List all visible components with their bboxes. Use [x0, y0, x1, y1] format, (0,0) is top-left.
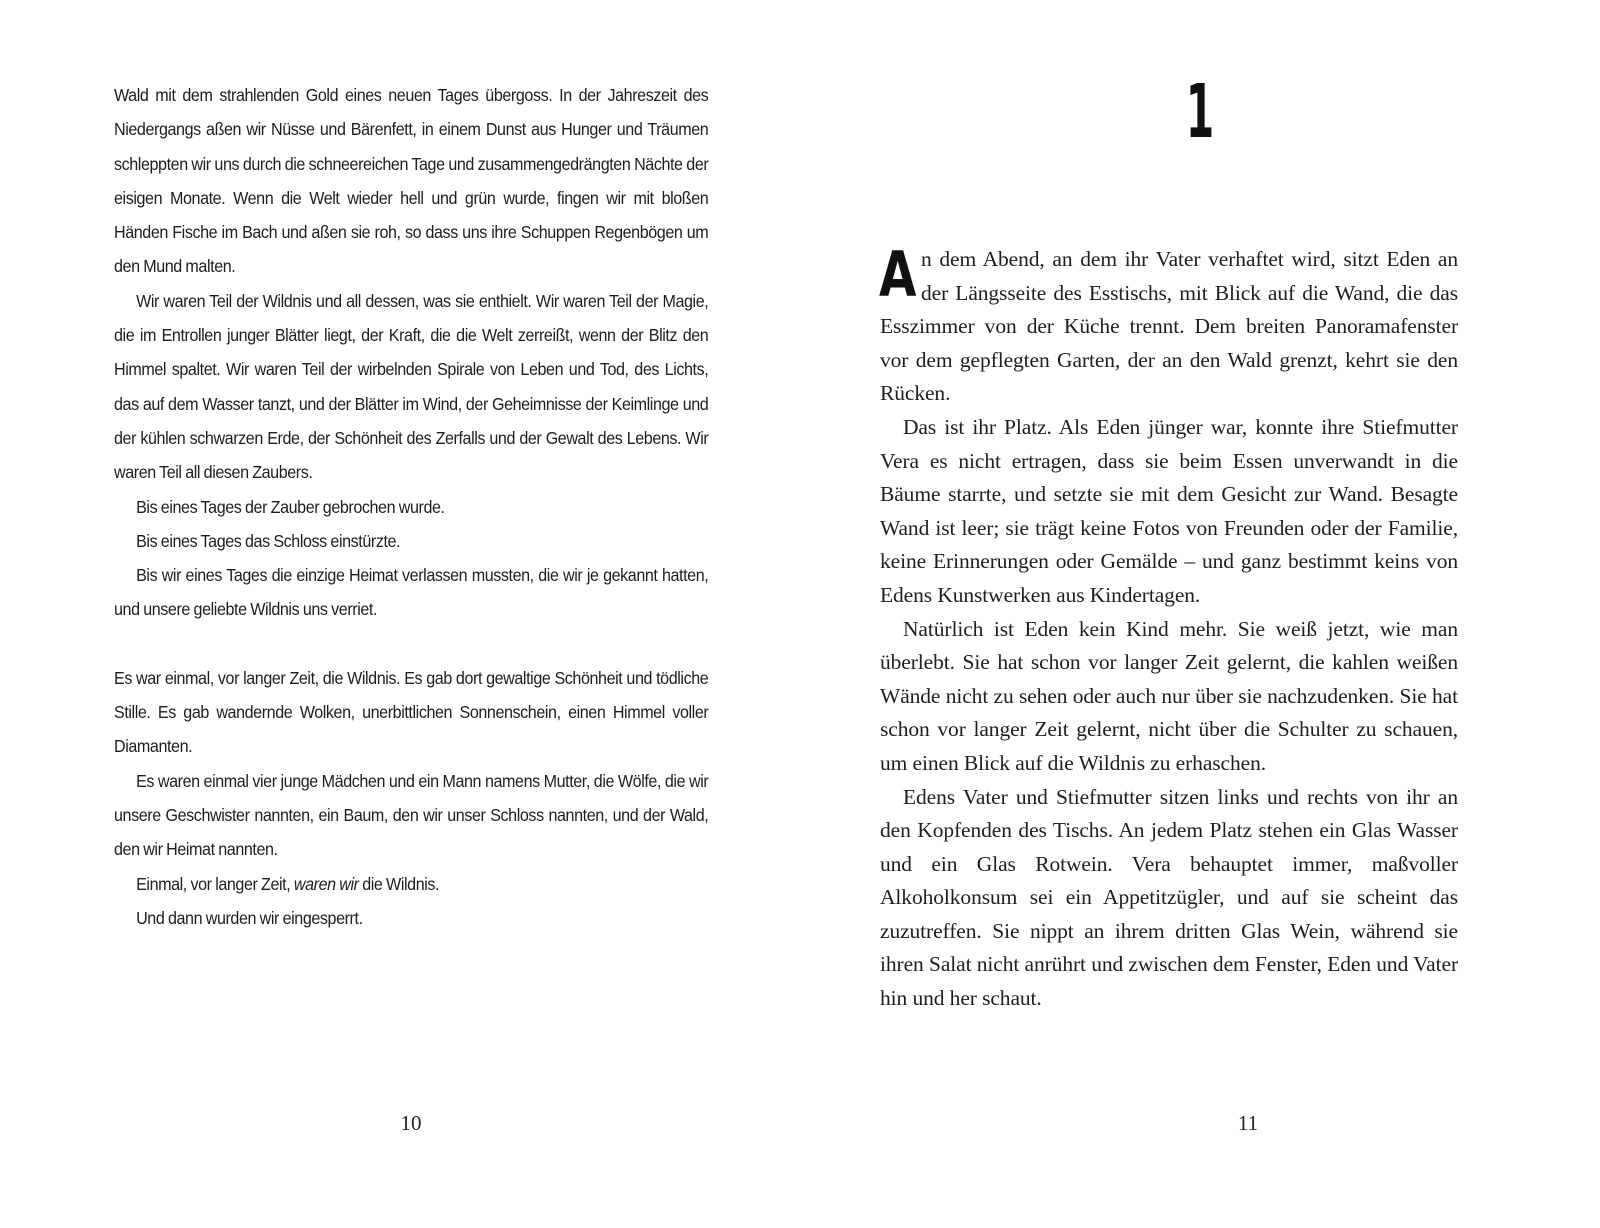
drop-cap: A: [879, 238, 917, 311]
paragraph: Natürlich ist Eden kein Kind mehr. Sie weiß jetzt, wie man überlebt. Sie hat schon vor langer Zeit gelernt, die kahlen weißen Wände nicht zu sehen oder auch nur über sie nachzudenken. Sie hat schon vor langer Zeit gelernt, nicht über die Schulter zu schauen, um einen Blick auf die Wildnis zu erhaschen.: [880, 616, 1458, 775]
paragraph: Bis eines Tages der Zauber gebrochen wurde.: [136, 496, 445, 517]
paragraph: Wald mit dem strahlenden Gold eines neuen Tages übergoss. In der Jahreszeit des Niedergangs aßen wir Nüsse und Bärenfett, in einem Dunst aus Hunger und Träumen schleppten wir uns durch die schneereichen Tage und zusammengedrängten Nächte der eisigen Monate. Wenn die Welt wieder hell und grün wurde, fingen wir mit bloßen Händen Fische im Bach und aßen sie roh, so dass uns ihre Schuppen Regenbögen um den Mund malten.: [114, 85, 709, 277]
right-page: [800, 0, 1600, 1228]
paragraph: Und dann wurden wir eingesperrt.: [136, 907, 363, 928]
paragraph: [114, 867, 708, 901]
paragraph-text: n dem Abend, an dem ihr Vater verhaftet wird, sitzt Eden an der Längsseite des Esstischs, mit Blick auf die Wand, die das Esszimmer von der Küche trennt. Dem breiten Panoramafenster vor dem gepflegten Garten, der an den Wald grenzt, kehrt sie den Rücken.: [880, 247, 1458, 406]
chapter-number: 1: [1185, 69, 1215, 155]
right-page-body: [879, 238, 1458, 1016]
paragraph: [879, 238, 1458, 411]
left-page-body: [114, 78, 708, 935]
italic-text: waren wir: [293, 873, 359, 894]
paragraph-text: die Wildnis.: [358, 873, 440, 894]
paragraph: Es waren einmal vier junge Mädchen und ein Mann namens Mutter, die Wölfe, die wir unsere Geschwister nannten, ein Baum, den wir unser Schloss nannten, und der Wald, den wir Heimat nannten.: [114, 770, 709, 860]
paragraph: Bis wir eines Tages die einzige Heimat verlassen mussten, die wir je gekannt hatten, und unsere geliebte Wildnis uns verriet.: [114, 565, 709, 620]
paragraph: Wir waren Teil der Wildnis und all dessen, was sie enthielt. Wir waren Teil der Magie, die im Entrollen junger Blätter liegt, der Kraft, die die Welt zerreißt, wenn der Blitz den Himmel spaltet. Wir waren Teil der wirbelnden Spirale von Leben und Tod, des Lichts, das auf dem Wasser tanzt, und der Blätter im Wind, der Geheimnisse der Keimlinge und der kühlen schwarzen Erde, der Schönheit des Zerfalls und der Gewalt des Lebens. Wir waren Teil all diesen Zaubers.: [114, 290, 709, 483]
section-break: [114, 627, 708, 661]
paragraph: Das ist ihr Platz. Als Eden jünger war, konnte ihre Stiefmutter Vera es nicht ertragen, dass sie beim Essen unverwandt in die Bäume starrte, und setzte sie mit dem Gesicht zur Wand. Besagte Wand ist leer; sie trägt keine Fotos von Freunden oder der Familie, keine Erinnerungen oder Gemälde – und ganz bestimmt keins von Edens Kunstwerken aus Kindertagen.: [880, 414, 1458, 607]
paragraph-text: Einmal, vor langer Zeit,: [136, 873, 294, 894]
paragraph: Bis eines Tages das Schloss einstürzte.: [136, 530, 401, 551]
paragraph: Es war einmal, vor langer Zeit, die Wildnis. Es gab dort gewaltige Schönheit und tödliche Stille. Es gab wandernde Wolken, unerbittlichen Sonnenschein, einen Himmel voller Diamanten.: [114, 667, 709, 757]
paragraph: Edens Vater und Stiefmutter sitzen links und rechts von ihr an den Kopfenden des Tischs. An jedem Platz stehen ein Glas Wasser und ein Glas Rotwein. Vera behauptet immer, maßvoller Alkoholkonsum sei ein Appetitzügler, und auf sie scheint das zuzutreffen. Sie nippt an ihrem dritten Glas Wein, während sie ihren Salat nicht anrührt und zwischen dem Fenster, Eden und Vater hin und her schaut.: [880, 784, 1458, 1011]
page-number-left: 10: [400, 1111, 422, 1135]
page-number-right: 11: [1237, 1111, 1259, 1135]
